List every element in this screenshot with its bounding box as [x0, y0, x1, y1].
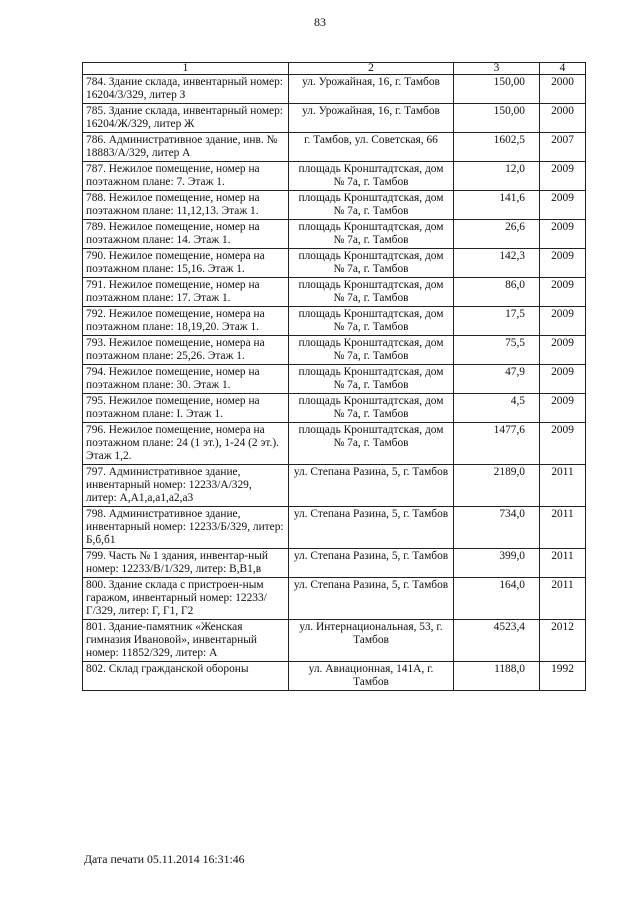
- table-row: [83, 249, 586, 278]
- row-area: 164,0: [454, 578, 540, 620]
- table-body: [83, 75, 586, 691]
- row-area: 4,5: [454, 394, 540, 423]
- table-row: [83, 423, 586, 465]
- row-description: 789. Нежилое помещение, номер на поэтажном плане: 14. Этаж 1.: [83, 220, 289, 249]
- row-description: 799. Часть № 1 здания, инвентар-ный номер: 12233/В/1/329, литер: В,В1,в: [83, 549, 289, 578]
- table-row: [83, 507, 586, 549]
- row-year: 2012: [540, 620, 586, 662]
- table-row: [83, 394, 586, 423]
- row-description: 793. Нежилое помещение, номера на поэтажном плане: 25,26. Этаж 1.: [83, 336, 289, 365]
- row-description: 798. Административное здание, инвентарный номер: 12233/Б/329, литер: Б,б,б1: [83, 507, 289, 549]
- row-area: 150,00: [454, 104, 540, 133]
- row-description: 801. Здание-памятник «Женская гимназия Ивановой», инвентарный номер: 11852/329, литер: А: [83, 620, 289, 662]
- row-description: 785. Здание склада, инвентарный номер: 16204/Ж/329, литер Ж: [83, 104, 289, 133]
- table-row: [83, 220, 586, 249]
- row-address: площадь Кронштадтская, дом № 7а, г. Тамбов: [289, 162, 454, 191]
- row-address: ул. Интернациональная, 53, г. Тамбов: [289, 620, 454, 662]
- column-header-2: 2: [289, 63, 454, 75]
- row-area: 142,3: [454, 249, 540, 278]
- row-description: 802. Склад гражданской обороны: [83, 662, 289, 691]
- row-area: 1477,6: [454, 423, 540, 465]
- table-row: [83, 662, 586, 691]
- table-row: [83, 104, 586, 133]
- row-year: 2009: [540, 336, 586, 365]
- row-year: 2009: [540, 307, 586, 336]
- property-registry-table: [82, 62, 586, 691]
- row-address: ул. Урожайная, 16, г. Тамбов: [289, 104, 454, 133]
- row-address: площадь Кронштадтская, дом № 7а, г. Тамбов: [289, 249, 454, 278]
- row-address: площадь Кронштадтская, дом № 7а, г. Тамбов: [289, 278, 454, 307]
- row-area: 12,0: [454, 162, 540, 191]
- row-address: ул. Степана Разина, 5, г. Тамбов: [289, 578, 454, 620]
- table-row: [83, 278, 586, 307]
- column-header-3: 3: [454, 63, 540, 75]
- row-area: 75,5: [454, 336, 540, 365]
- row-area: 150,00: [454, 75, 540, 104]
- row-year: 2009: [540, 278, 586, 307]
- row-year: 2011: [540, 578, 586, 620]
- row-description: 800. Здание склада с пристроен-ным гаражом, инвентарный номер: 12233/Г/329, литер: Г, Г1, Г2: [83, 578, 289, 620]
- row-year: 2009: [540, 191, 586, 220]
- row-address: площадь Кронштадтская, дом № 7а, г. Тамбов: [289, 191, 454, 220]
- row-address: площадь Кронштадтская, дом № 7а, г. Тамбов: [289, 394, 454, 423]
- row-description: 788. Нежилое помещение, номер на поэтажном плане: 11,12,13. Этаж 1.: [83, 191, 289, 220]
- table-row: [83, 75, 586, 104]
- row-area: 141,6: [454, 191, 540, 220]
- table-row: [83, 620, 586, 662]
- table-row: [83, 162, 586, 191]
- row-description: 797. Административное здание, инвентарный номер: 12233/А/329, литер: А,А1,а,а1,а2,а3: [83, 465, 289, 507]
- row-address: площадь Кронштадтская, дом № 7а, г. Тамбов: [289, 336, 454, 365]
- row-description: 791. Нежилое помещение, номер на поэтажном плане: 17. Этаж 1.: [83, 278, 289, 307]
- row-year: 2000: [540, 75, 586, 104]
- page-number: 83: [314, 15, 326, 29]
- row-description: 794. Нежилое помещение, номер на поэтажном плане: 30. Этаж 1.: [83, 365, 289, 394]
- row-year: 2009: [540, 162, 586, 191]
- table-row: [83, 578, 586, 620]
- row-year: 2009: [540, 365, 586, 394]
- row-address: г. Тамбов, ул. Советская, 66: [289, 133, 454, 162]
- row-area: 26,6: [454, 220, 540, 249]
- column-header-1: 1: [83, 63, 289, 75]
- table-row: [83, 307, 586, 336]
- row-description: 796. Нежилое помещение, номера на поэтажном плане: 24 (1 эт.), 1-24 (2 эт.). Этаж 1,2.: [83, 423, 289, 465]
- row-area: 86,0: [454, 278, 540, 307]
- row-address: площадь Кронштадтская, дом № 7а, г. Тамбов: [289, 220, 454, 249]
- table-header-row: [83, 63, 586, 75]
- row-area: 2189,0: [454, 465, 540, 507]
- row-area: 47,9: [454, 365, 540, 394]
- row-address: площадь Кронштадтская, дом № 7а, г. Тамбов: [289, 365, 454, 394]
- row-address: ул. Степана Разина, 5, г. Тамбов: [289, 465, 454, 507]
- row-address: ул. Авиационная, 141А, г. Тамбов: [289, 662, 454, 691]
- row-description: 790. Нежилое помещение, номера на поэтажном плане: 15,16. Этаж 1.: [83, 249, 289, 278]
- row-area: 399,0: [454, 549, 540, 578]
- row-description: 786. Административное здание, инв. № 18883/А/329, литер А: [83, 133, 289, 162]
- row-address: ул. Степана Разина, 5, г. Тамбов: [289, 549, 454, 578]
- table-row: [83, 191, 586, 220]
- row-area: 734,0: [454, 507, 540, 549]
- row-area: 17,5: [454, 307, 540, 336]
- row-year: 2011: [540, 549, 586, 578]
- row-address: площадь Кронштадтская, дом № 7а, г. Тамбов: [289, 307, 454, 336]
- row-year: 2011: [540, 465, 586, 507]
- row-description: 792. Нежилое помещение, номера на поэтажном плане: 18,19,20. Этаж 1.: [83, 307, 289, 336]
- table-row: [83, 465, 586, 507]
- row-address: ул. Степана Разина, 5, г. Тамбов: [289, 507, 454, 549]
- row-area: 1188,0: [454, 662, 540, 691]
- table-row: [83, 336, 586, 365]
- column-header-4: 4: [540, 63, 586, 75]
- row-description: 784. Здание склада, инвентарный номер: 16204/3/329, литер З: [83, 75, 289, 104]
- row-year: 2007: [540, 133, 586, 162]
- row-address: площадь Кронштадтская, дом № 7а, г. Тамбов: [289, 423, 454, 465]
- row-year: 2000: [540, 104, 586, 133]
- row-year: 1992: [540, 662, 586, 691]
- row-area: 4523,4: [454, 620, 540, 662]
- table-row: [83, 365, 586, 394]
- row-year: 2009: [540, 249, 586, 278]
- row-description: 787. Нежилое помещение, номер на поэтажном плане: 7. Этаж 1.: [83, 162, 289, 191]
- row-year: 2009: [540, 220, 586, 249]
- row-area: 1602,5: [454, 133, 540, 162]
- row-description: 795. Нежилое помещение, номер на поэтажном плане: I. Этаж 1.: [83, 394, 289, 423]
- table-row: [83, 133, 586, 162]
- row-address: ул. Урожайная, 16, г. Тамбов: [289, 75, 454, 104]
- row-year: 2011: [540, 507, 586, 549]
- print-date: Дата печати 05.11.2014 16:31:46: [84, 852, 245, 866]
- row-year: 2009: [540, 423, 586, 465]
- table-row: [83, 549, 586, 578]
- row-year: 2009: [540, 394, 586, 423]
